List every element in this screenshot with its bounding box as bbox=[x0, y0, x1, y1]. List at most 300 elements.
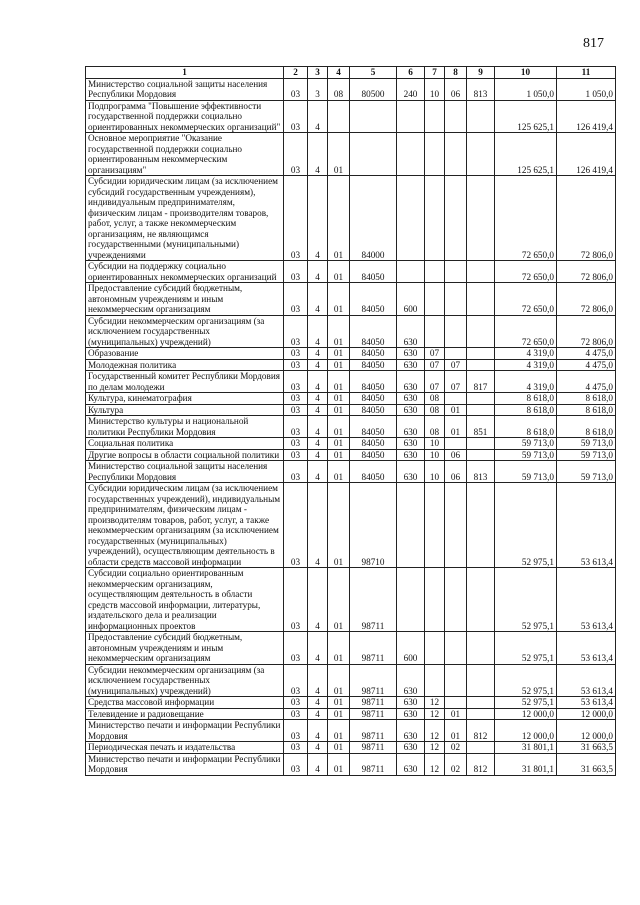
code-5-cell: 98711 bbox=[350, 720, 397, 742]
code-6-cell: 630 bbox=[397, 348, 425, 360]
code-7-cell bbox=[425, 261, 445, 283]
code-8-cell: 06 bbox=[445, 449, 467, 461]
code-6-cell: 630 bbox=[397, 708, 425, 720]
code-8-cell bbox=[445, 176, 467, 261]
code-8-cell bbox=[445, 348, 467, 360]
table-row bbox=[86, 664, 616, 697]
code-5-cell: 98711 bbox=[350, 708, 397, 720]
code-4-cell: 01 bbox=[328, 261, 350, 283]
code-9-cell: 851 bbox=[467, 416, 495, 438]
header-cell: 8 bbox=[445, 67, 467, 79]
code-3-cell: 4 bbox=[308, 483, 328, 568]
code-8-cell bbox=[445, 664, 467, 697]
table-row bbox=[86, 283, 616, 316]
row-name-cell: Субсидии некоммерческим организациям (за исключением государственных (муниципальных) учреждений) bbox=[86, 664, 284, 697]
code-3-cell: 4 bbox=[308, 449, 328, 461]
code-9-cell: 812 bbox=[467, 720, 495, 742]
amount-11-cell: 72 806,0 bbox=[557, 176, 616, 261]
row-name-cell: Министерство социальной защиты населения Республики Мордовия bbox=[86, 461, 284, 483]
code-9-cell bbox=[467, 133, 495, 176]
code-8-cell bbox=[445, 568, 467, 632]
code-3-cell: 4 bbox=[308, 348, 328, 360]
code-7-cell bbox=[425, 568, 445, 632]
table-row bbox=[86, 438, 616, 450]
row-name-cell: Министерство печати и информации Республики Мордовия bbox=[86, 753, 284, 775]
header-cell: 5 bbox=[350, 67, 397, 79]
code-9-cell bbox=[467, 100, 495, 133]
row-name-cell: Субсидии некоммерческим организациям (за исключением государственных (муниципальных) учреждений) bbox=[86, 315, 284, 348]
amount-11-cell: 12 000,0 bbox=[557, 720, 616, 742]
code-3-cell: 4 bbox=[308, 315, 328, 348]
code-2-cell: 03 bbox=[284, 568, 308, 632]
code-7-cell bbox=[425, 133, 445, 176]
amount-10-cell: 31 801,1 bbox=[495, 753, 557, 775]
row-name-cell: Культура, кинематография bbox=[86, 393, 284, 405]
code-4-cell: 01 bbox=[328, 753, 350, 775]
code-5-cell bbox=[350, 100, 397, 133]
code-4-cell: 01 bbox=[328, 568, 350, 632]
code-2-cell: 03 bbox=[284, 449, 308, 461]
amount-10-cell: 52 975,1 bbox=[495, 697, 557, 709]
code-8-cell bbox=[445, 438, 467, 450]
amount-11-cell: 1 050,0 bbox=[557, 78, 616, 100]
code-3-cell: 4 bbox=[308, 708, 328, 720]
code-8-cell bbox=[445, 133, 467, 176]
amount-11-cell: 72 806,0 bbox=[557, 261, 616, 283]
amount-10-cell: 125 625,1 bbox=[495, 133, 557, 176]
amount-10-cell: 31 801,1 bbox=[495, 742, 557, 754]
amount-11-cell: 53 613,4 bbox=[557, 483, 616, 568]
row-name-cell: Культура bbox=[86, 404, 284, 416]
amount-10-cell: 59 713,0 bbox=[495, 461, 557, 483]
header-cell: 2 bbox=[284, 67, 308, 79]
code-2-cell: 03 bbox=[284, 404, 308, 416]
amount-10-cell: 12 000,0 bbox=[495, 720, 557, 742]
amount-11-cell: 8 618,0 bbox=[557, 404, 616, 416]
table-row bbox=[86, 393, 616, 405]
code-9-cell: 813 bbox=[467, 461, 495, 483]
amount-11-cell: 126 419,4 bbox=[557, 100, 616, 133]
code-2-cell: 03 bbox=[284, 371, 308, 393]
amount-11-cell: 59 713,0 bbox=[557, 449, 616, 461]
row-name-cell: Субсидии юридическим лицам (за исключением субсидий государственным учреждениям), индивидуальным предпринимателям, физическим лицам - производителям товаров, работ, услуг, а также некоммерческим организациям, не являющимся государственными (муниципальными) учреждениями bbox=[86, 176, 284, 261]
code-6-cell: 630 bbox=[397, 371, 425, 393]
code-6-cell: 630 bbox=[397, 742, 425, 754]
code-6-cell: 240 bbox=[397, 78, 425, 100]
code-4-cell: 01 bbox=[328, 176, 350, 261]
code-9-cell bbox=[467, 708, 495, 720]
code-5-cell: 80500 bbox=[350, 78, 397, 100]
code-5-cell: 98711 bbox=[350, 632, 397, 665]
code-9-cell bbox=[467, 632, 495, 665]
row-name-cell: Министерство социальной защиты населения Республики Мордовия bbox=[86, 78, 284, 100]
code-6-cell bbox=[397, 568, 425, 632]
code-5-cell: 98711 bbox=[350, 697, 397, 709]
amount-10-cell: 72 650,0 bbox=[495, 315, 557, 348]
code-9-cell bbox=[467, 359, 495, 371]
row-name-cell: Подпрограмма "Повышение эффективности государственной поддержки социально ориентированных некоммерческих организаций" bbox=[86, 100, 284, 133]
code-2-cell: 03 bbox=[284, 753, 308, 775]
header-cell: 10 bbox=[495, 67, 557, 79]
code-5-cell: 84050 bbox=[350, 348, 397, 360]
code-9-cell bbox=[467, 449, 495, 461]
row-name-cell: Субсидии социально ориентированным некоммерческим организациям, осуществляющим деятельность в области средств массовой информации, литературы, издательского дела и реализации информационных проектов bbox=[86, 568, 284, 632]
code-2-cell: 03 bbox=[284, 483, 308, 568]
header-cell: 1 bbox=[86, 67, 284, 79]
code-2-cell: 03 bbox=[284, 708, 308, 720]
code-4-cell: 01 bbox=[328, 742, 350, 754]
code-6-cell bbox=[397, 133, 425, 176]
code-3-cell: 4 bbox=[308, 176, 328, 261]
code-5-cell: 84050 bbox=[350, 261, 397, 283]
code-9-cell: 813 bbox=[467, 78, 495, 100]
code-2-cell: 03 bbox=[284, 315, 308, 348]
table-row bbox=[86, 315, 616, 348]
amount-11-cell: 8 618,0 bbox=[557, 416, 616, 438]
amount-10-cell: 4 319,0 bbox=[495, 371, 557, 393]
code-8-cell: 06 bbox=[445, 78, 467, 100]
code-2-cell: 03 bbox=[284, 697, 308, 709]
code-6-cell bbox=[397, 100, 425, 133]
code-3-cell: 4 bbox=[308, 632, 328, 665]
row-name-cell: Средства массовой информации bbox=[86, 697, 284, 709]
row-name-cell: Другие вопросы в области социальной политики bbox=[86, 449, 284, 461]
row-name-cell: Государственный комитет Республики Мордовия по делам молодежи bbox=[86, 371, 284, 393]
table-row bbox=[86, 720, 616, 742]
amount-11-cell: 126 419,4 bbox=[557, 133, 616, 176]
code-8-cell: 07 bbox=[445, 371, 467, 393]
table-row bbox=[86, 753, 616, 775]
row-name-cell: Министерство печати и информации Республики Мордовия bbox=[86, 720, 284, 742]
code-5-cell: 98711 bbox=[350, 753, 397, 775]
code-9-cell bbox=[467, 697, 495, 709]
code-3-cell: 4 bbox=[308, 404, 328, 416]
amount-10-cell: 8 618,0 bbox=[495, 404, 557, 416]
code-8-cell: 02 bbox=[445, 753, 467, 775]
code-3-cell: 4 bbox=[308, 133, 328, 176]
row-name-cell: Предоставление субсидий бюджетным, автономным учреждениям и иным некоммерческим организациям bbox=[86, 283, 284, 316]
code-7-cell: 10 bbox=[425, 438, 445, 450]
row-name-cell: Основное мероприятие "Оказание государственной поддержки социально ориентированным некоммерческим организациям" bbox=[86, 133, 284, 176]
code-2-cell: 03 bbox=[284, 461, 308, 483]
code-3-cell: 4 bbox=[308, 416, 328, 438]
code-7-cell bbox=[425, 483, 445, 568]
header-cell: 6 bbox=[397, 67, 425, 79]
code-2-cell: 03 bbox=[284, 742, 308, 754]
code-8-cell bbox=[445, 315, 467, 348]
table-row bbox=[86, 697, 616, 709]
amount-10-cell: 59 713,0 bbox=[495, 449, 557, 461]
code-8-cell bbox=[445, 483, 467, 568]
amount-10-cell: 1 050,0 bbox=[495, 78, 557, 100]
code-7-cell: 07 bbox=[425, 359, 445, 371]
code-3-cell: 4 bbox=[308, 438, 328, 450]
code-2-cell: 03 bbox=[284, 664, 308, 697]
code-8-cell bbox=[445, 393, 467, 405]
amount-10-cell: 8 618,0 bbox=[495, 416, 557, 438]
code-5-cell: 84050 bbox=[350, 416, 397, 438]
code-7-cell bbox=[425, 176, 445, 261]
code-2-cell: 03 bbox=[284, 100, 308, 133]
code-3-cell: 4 bbox=[308, 720, 328, 742]
code-9-cell bbox=[467, 438, 495, 450]
table-row bbox=[86, 568, 616, 632]
code-2-cell: 03 bbox=[284, 393, 308, 405]
code-7-cell: 12 bbox=[425, 708, 445, 720]
code-8-cell: 01 bbox=[445, 708, 467, 720]
amount-11-cell: 53 613,4 bbox=[557, 632, 616, 665]
code-9-cell bbox=[467, 404, 495, 416]
code-6-cell: 630 bbox=[397, 753, 425, 775]
amount-11-cell: 4 475,0 bbox=[557, 371, 616, 393]
code-4-cell: 01 bbox=[328, 371, 350, 393]
code-8-cell: 01 bbox=[445, 720, 467, 742]
code-5-cell: 84050 bbox=[350, 393, 397, 405]
code-8-cell bbox=[445, 283, 467, 316]
amount-11-cell: 72 806,0 bbox=[557, 315, 616, 348]
table-row bbox=[86, 261, 616, 283]
code-6-cell: 630 bbox=[397, 315, 425, 348]
code-7-cell: 07 bbox=[425, 348, 445, 360]
code-7-cell: 07 bbox=[425, 371, 445, 393]
code-4-cell: 01 bbox=[328, 315, 350, 348]
code-6-cell bbox=[397, 483, 425, 568]
header-cell: 7 bbox=[425, 67, 445, 79]
row-name-cell: Телевидение и радиовещание bbox=[86, 708, 284, 720]
amount-10-cell: 72 650,0 bbox=[495, 176, 557, 261]
code-4-cell: 01 bbox=[328, 283, 350, 316]
amount-10-cell: 12 000,0 bbox=[495, 708, 557, 720]
code-8-cell: 07 bbox=[445, 359, 467, 371]
code-9-cell bbox=[467, 283, 495, 316]
code-4-cell: 08 bbox=[328, 78, 350, 100]
code-4-cell: 01 bbox=[328, 483, 350, 568]
amount-11-cell: 8 618,0 bbox=[557, 393, 616, 405]
code-5-cell: 84050 bbox=[350, 438, 397, 450]
code-8-cell bbox=[445, 100, 467, 133]
code-3-cell: 4 bbox=[308, 283, 328, 316]
code-4-cell: 01 bbox=[328, 664, 350, 697]
code-7-cell: 10 bbox=[425, 449, 445, 461]
code-2-cell: 03 bbox=[284, 78, 308, 100]
code-2-cell: 03 bbox=[284, 416, 308, 438]
code-3-cell: 4 bbox=[308, 697, 328, 709]
code-6-cell: 630 bbox=[397, 438, 425, 450]
row-name-cell: Субсидии на поддержку социально ориентированных некоммерческих организаций bbox=[86, 261, 284, 283]
code-6-cell: 630 bbox=[397, 416, 425, 438]
code-9-cell bbox=[467, 664, 495, 697]
code-7-cell bbox=[425, 100, 445, 133]
code-9-cell bbox=[467, 483, 495, 568]
amount-10-cell: 4 319,0 bbox=[495, 348, 557, 360]
amount-10-cell: 8 618,0 bbox=[495, 393, 557, 405]
code-8-cell bbox=[445, 261, 467, 283]
row-name-cell: Предоставление субсидий бюджетным, автономным учреждениям и иным некоммерческим организациям bbox=[86, 632, 284, 665]
table-row bbox=[86, 742, 616, 754]
code-5-cell: 84050 bbox=[350, 404, 397, 416]
code-3-cell: 4 bbox=[308, 568, 328, 632]
code-5-cell: 98711 bbox=[350, 568, 397, 632]
code-7-cell bbox=[425, 283, 445, 316]
amount-11-cell: 31 663,5 bbox=[557, 742, 616, 754]
table-row bbox=[86, 78, 616, 100]
code-9-cell bbox=[467, 176, 495, 261]
code-4-cell: 01 bbox=[328, 632, 350, 665]
code-3-cell: 4 bbox=[308, 753, 328, 775]
code-3-cell: 4 bbox=[308, 461, 328, 483]
code-8-cell: 01 bbox=[445, 404, 467, 416]
code-4-cell: 01 bbox=[328, 404, 350, 416]
table-row bbox=[86, 483, 616, 568]
code-4-cell: 01 bbox=[328, 133, 350, 176]
code-3-cell: 4 bbox=[308, 100, 328, 133]
table-row bbox=[86, 359, 616, 371]
code-6-cell: 630 bbox=[397, 449, 425, 461]
code-6-cell: 600 bbox=[397, 283, 425, 316]
code-7-cell: 10 bbox=[425, 461, 445, 483]
amount-11-cell: 53 613,4 bbox=[557, 697, 616, 709]
code-5-cell: 84050 bbox=[350, 283, 397, 316]
amount-11-cell: 53 613,4 bbox=[557, 568, 616, 632]
code-4-cell bbox=[328, 100, 350, 133]
code-4-cell: 01 bbox=[328, 461, 350, 483]
code-5-cell: 98711 bbox=[350, 664, 397, 697]
amount-10-cell: 72 650,0 bbox=[495, 261, 557, 283]
amount-10-cell: 4 319,0 bbox=[495, 359, 557, 371]
header-row bbox=[86, 67, 616, 79]
code-5-cell: 84050 bbox=[350, 461, 397, 483]
code-2-cell: 03 bbox=[284, 348, 308, 360]
code-4-cell: 01 bbox=[328, 438, 350, 450]
amount-11-cell: 31 663,5 bbox=[557, 753, 616, 775]
row-name-cell: Министерство культуры и национальной политики Республики Мордовия bbox=[86, 416, 284, 438]
amount-11-cell: 72 806,0 bbox=[557, 283, 616, 316]
amount-10-cell: 52 975,1 bbox=[495, 568, 557, 632]
code-8-cell bbox=[445, 697, 467, 709]
code-9-cell bbox=[467, 348, 495, 360]
code-2-cell: 03 bbox=[284, 283, 308, 316]
code-3-cell: 4 bbox=[308, 742, 328, 754]
code-3-cell: 4 bbox=[308, 261, 328, 283]
code-6-cell: 600 bbox=[397, 632, 425, 665]
code-7-cell: 12 bbox=[425, 742, 445, 754]
code-5-cell: 98710 bbox=[350, 483, 397, 568]
code-9-cell bbox=[467, 393, 495, 405]
code-4-cell: 01 bbox=[328, 416, 350, 438]
page-number: 817 bbox=[583, 36, 604, 51]
code-8-cell: 02 bbox=[445, 742, 467, 754]
code-4-cell: 01 bbox=[328, 348, 350, 360]
row-name-cell: Субсидии юридическим лицам (за исключением государственных учреждений), индивидуальным предпринимателям, физическим лицам - производителям товаров, работ, услуг, а также некоммерческим организациям (за исключением государственных (муниципальных) учреждений), осуществляющим деятельность в области средств массовой информации bbox=[86, 483, 284, 568]
code-4-cell: 01 bbox=[328, 697, 350, 709]
code-5-cell bbox=[350, 133, 397, 176]
code-9-cell bbox=[467, 315, 495, 348]
table-row bbox=[86, 133, 616, 176]
code-2-cell: 03 bbox=[284, 438, 308, 450]
code-7-cell: 12 bbox=[425, 697, 445, 709]
code-5-cell: 84050 bbox=[350, 449, 397, 461]
amount-10-cell: 59 713,0 bbox=[495, 438, 557, 450]
amount-11-cell: 59 713,0 bbox=[557, 461, 616, 483]
amount-11-cell: 53 613,4 bbox=[557, 664, 616, 697]
code-2-cell: 03 bbox=[284, 359, 308, 371]
amount-11-cell: 4 475,0 bbox=[557, 359, 616, 371]
code-7-cell bbox=[425, 664, 445, 697]
code-7-cell: 08 bbox=[425, 416, 445, 438]
code-4-cell: 01 bbox=[328, 449, 350, 461]
code-4-cell: 01 bbox=[328, 359, 350, 371]
amount-11-cell: 59 713,0 bbox=[557, 438, 616, 450]
amount-11-cell: 12 000,0 bbox=[557, 708, 616, 720]
code-6-cell: 630 bbox=[397, 359, 425, 371]
header-cell: 3 bbox=[308, 67, 328, 79]
code-2-cell: 03 bbox=[284, 720, 308, 742]
code-5-cell: 84050 bbox=[350, 359, 397, 371]
code-2-cell: 03 bbox=[284, 261, 308, 283]
code-7-cell: 10 bbox=[425, 78, 445, 100]
code-9-cell: 817 bbox=[467, 371, 495, 393]
code-7-cell: 08 bbox=[425, 404, 445, 416]
header-cell: 11 bbox=[557, 67, 616, 79]
row-name-cell: Образование bbox=[86, 348, 284, 360]
table-row bbox=[86, 632, 616, 665]
code-6-cell: 630 bbox=[397, 720, 425, 742]
amount-10-cell: 52 975,1 bbox=[495, 632, 557, 665]
code-3-cell: 3 bbox=[308, 78, 328, 100]
code-7-cell: 08 bbox=[425, 393, 445, 405]
code-6-cell: 630 bbox=[397, 697, 425, 709]
table-row bbox=[86, 371, 616, 393]
code-7-cell bbox=[425, 315, 445, 348]
code-5-cell: 84000 bbox=[350, 176, 397, 261]
code-6-cell: 630 bbox=[397, 664, 425, 697]
header-cell: 4 bbox=[328, 67, 350, 79]
code-8-cell bbox=[445, 632, 467, 665]
table-row bbox=[86, 461, 616, 483]
code-9-cell bbox=[467, 568, 495, 632]
code-3-cell: 4 bbox=[308, 393, 328, 405]
table-row bbox=[86, 708, 616, 720]
budget-table bbox=[85, 66, 616, 776]
amount-10-cell: 52 975,1 bbox=[495, 483, 557, 568]
amount-11-cell: 4 475,0 bbox=[557, 348, 616, 360]
table-row bbox=[86, 176, 616, 261]
code-2-cell: 03 bbox=[284, 133, 308, 176]
code-4-cell: 01 bbox=[328, 708, 350, 720]
code-7-cell: 12 bbox=[425, 720, 445, 742]
code-5-cell: 98711 bbox=[350, 742, 397, 754]
table-row bbox=[86, 404, 616, 416]
amount-10-cell: 125 625,1 bbox=[495, 100, 557, 133]
code-6-cell bbox=[397, 261, 425, 283]
code-5-cell: 84050 bbox=[350, 315, 397, 348]
row-name-cell: Молодежная политика bbox=[86, 359, 284, 371]
code-2-cell: 03 bbox=[284, 176, 308, 261]
code-6-cell: 630 bbox=[397, 393, 425, 405]
amount-10-cell: 72 650,0 bbox=[495, 283, 557, 316]
code-9-cell: 812 bbox=[467, 753, 495, 775]
code-6-cell: 630 bbox=[397, 404, 425, 416]
code-8-cell: 06 bbox=[445, 461, 467, 483]
header-cell: 9 bbox=[467, 67, 495, 79]
code-4-cell: 01 bbox=[328, 393, 350, 405]
amount-10-cell: 52 975,1 bbox=[495, 664, 557, 697]
code-8-cell: 01 bbox=[445, 416, 467, 438]
code-2-cell: 03 bbox=[284, 632, 308, 665]
code-6-cell bbox=[397, 176, 425, 261]
code-5-cell: 84050 bbox=[350, 371, 397, 393]
code-3-cell: 4 bbox=[308, 359, 328, 371]
